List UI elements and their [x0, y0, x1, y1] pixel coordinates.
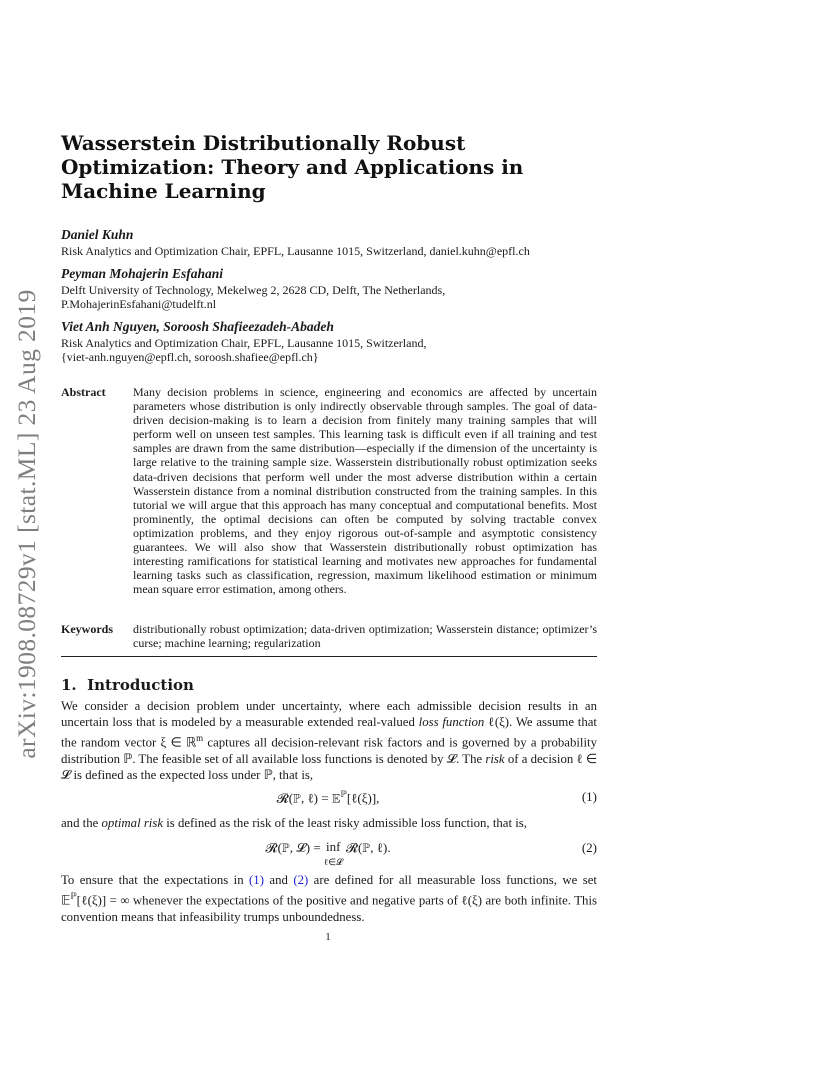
intro-paragraph-3	[61, 872, 597, 925]
section-number: 1.	[61, 676, 77, 694]
abstract-text: Many decision problems in science, engineering and economics are affected by uncertain parameters whose distribution is only indirectly observable through samples. The goal of data-driven decision-making is to learn a decision from finitely many training samples that will perform well on unseen test samples. This learning task is difficult even if all training and test samples are drawn from the same distribution—especially if the dimension of the uncertainty is large relative to the training sample size. Wasserstein distributionally robust optimization seeks data-driven decisions that perform well under the most adverse distribution within a certain Wasserstein distance from a nominal distribution constructed from the training samples. In this tutorial we will argue that this approach has many conceptual and computational benefits. Most prominently, the optimal decisions can often be computed by solving tractable convex optimization problems, and they enjoy rigorous out-of-sample and asymptotic consistency guarantees. We will also show that Wasserstein distributionally robust optimization has interesting ramifications for statistical learning and motivates new approaches for fundamental learning tasks such as classification, regression, maximum likelihood estimation or minimum mean square error estimation, among others.	[133, 385, 597, 597]
equation-2-number: (2)	[581, 840, 597, 855]
emphasis: risk	[485, 751, 505, 766]
text-run: captures all decision-relevant risk factors and is governed by a probability distribution ℙ. The feasible set of all available loss functions is denoted by 𝓛. The	[61, 735, 597, 766]
equation-2-link[interactable]: (2)	[293, 873, 309, 887]
intro-paragraph-1	[61, 698, 597, 783]
author-affiliation: Risk Analytics and Optimization Chair, EPFL, Lausanne 1015, Switzerland, daniel.kuhn@epfl.ch	[61, 244, 530, 258]
superscript: ℙ	[70, 891, 77, 902]
author-affiliation: Risk Analytics and Optimization Chair, EPFL, Lausanne 1015, Switzerland,	[61, 336, 427, 350]
emphasis: loss function	[418, 715, 485, 730]
intro-paragraph-2	[61, 815, 597, 831]
eq-lhs: 𝓡(ℙ, 𝓛) =	[265, 840, 324, 855]
text-run: is defined as the risk of the least risky admissible loss function, that is,	[163, 816, 527, 830]
eq-operator	[324, 840, 343, 869]
keywords-label: Keywords	[61, 622, 113, 636]
arxiv-stamp-text: arXiv:1908.08729v1 [stat.ML] 23 Aug 2019	[12, 289, 41, 759]
page-number: 1	[325, 931, 331, 943]
author-affiliation: Delft University of Technology, Mekelweg 2, 2628 CD, Delft, The Netherlands,	[61, 283, 446, 297]
eq-inf: inf	[326, 839, 341, 854]
equation-1-link[interactable]: (1)	[249, 873, 264, 887]
eq-rhs: 𝓡(ℙ, ℓ).	[342, 840, 391, 855]
text-run: ℓ(ξ). We assume that the random vector ξ ∈ ℝ	[61, 715, 597, 750]
text-run: We consider a decision problem under uncertainty, where each admissible decision results in an uncertain loss that is modeled by a measurable extended real-valued	[61, 699, 597, 730]
equation-1	[0, 789, 656, 806]
author-name: Peyman Mohajerin Esfahani	[61, 266, 224, 281]
superscript: m	[196, 733, 204, 744]
text-run: of a decision ℓ ∈ 𝓛 is defined as the expected loss under ℙ, that is,	[61, 751, 597, 783]
equation-1-number: (1)	[581, 789, 597, 804]
eq-superscript: ℙ	[340, 789, 347, 799]
author-email: P.MohajerinEsfahani@tudelft.nl	[61, 297, 217, 311]
section-title: Introduction	[87, 676, 194, 694]
text-run: To ensure that the expectations in	[61, 873, 250, 887]
text-run: [ℓ(ξ)] = ∞ whenever the expectations of the positive and negative parts of ℓ(ξ) are both infinite. This convention means that infeasibility trumps unboundedness.	[61, 893, 597, 924]
author-name: Daniel Kuhn	[61, 227, 134, 242]
author-name: Viet Anh Nguyen, Soroosh Shafieezadeh-Abadeh	[61, 319, 334, 334]
author-email: {viet-anh.nguyen@epfl.ch, soroosh.shafiee@epfl.ch}	[61, 350, 319, 364]
eq-subscript: ℓ∈𝓛	[323, 857, 343, 867]
eq-rhs: [ℓ(ξ)],	[346, 790, 380, 806]
text-run: and the	[61, 816, 102, 830]
author-block-3	[61, 319, 621, 364]
section-divider	[61, 656, 597, 657]
equation-2	[0, 840, 656, 869]
section-heading	[61, 676, 194, 694]
abstract-label: Abstract	[61, 385, 106, 399]
paper-title: Wasserstein Distributionally Robust Optimization: Theory and Applications in Machine Learning	[61, 131, 524, 203]
author-block-2	[61, 266, 621, 311]
arxiv-stamp	[2, 274, 52, 774]
author-block-1	[61, 227, 621, 258]
keywords-text: distributionally robust optimization; data-driven optimization; Wasserstein distance; optimizer’s curse; machine learning; regularization	[133, 622, 597, 651]
eq-lhs: 𝓡(ℙ, ℓ) = 𝔼	[276, 790, 341, 806]
text-run: are defined for all measurable loss functions, we set 𝔼	[61, 873, 597, 908]
text-run: and	[263, 873, 294, 887]
emphasis: optimal risk	[101, 816, 164, 830]
